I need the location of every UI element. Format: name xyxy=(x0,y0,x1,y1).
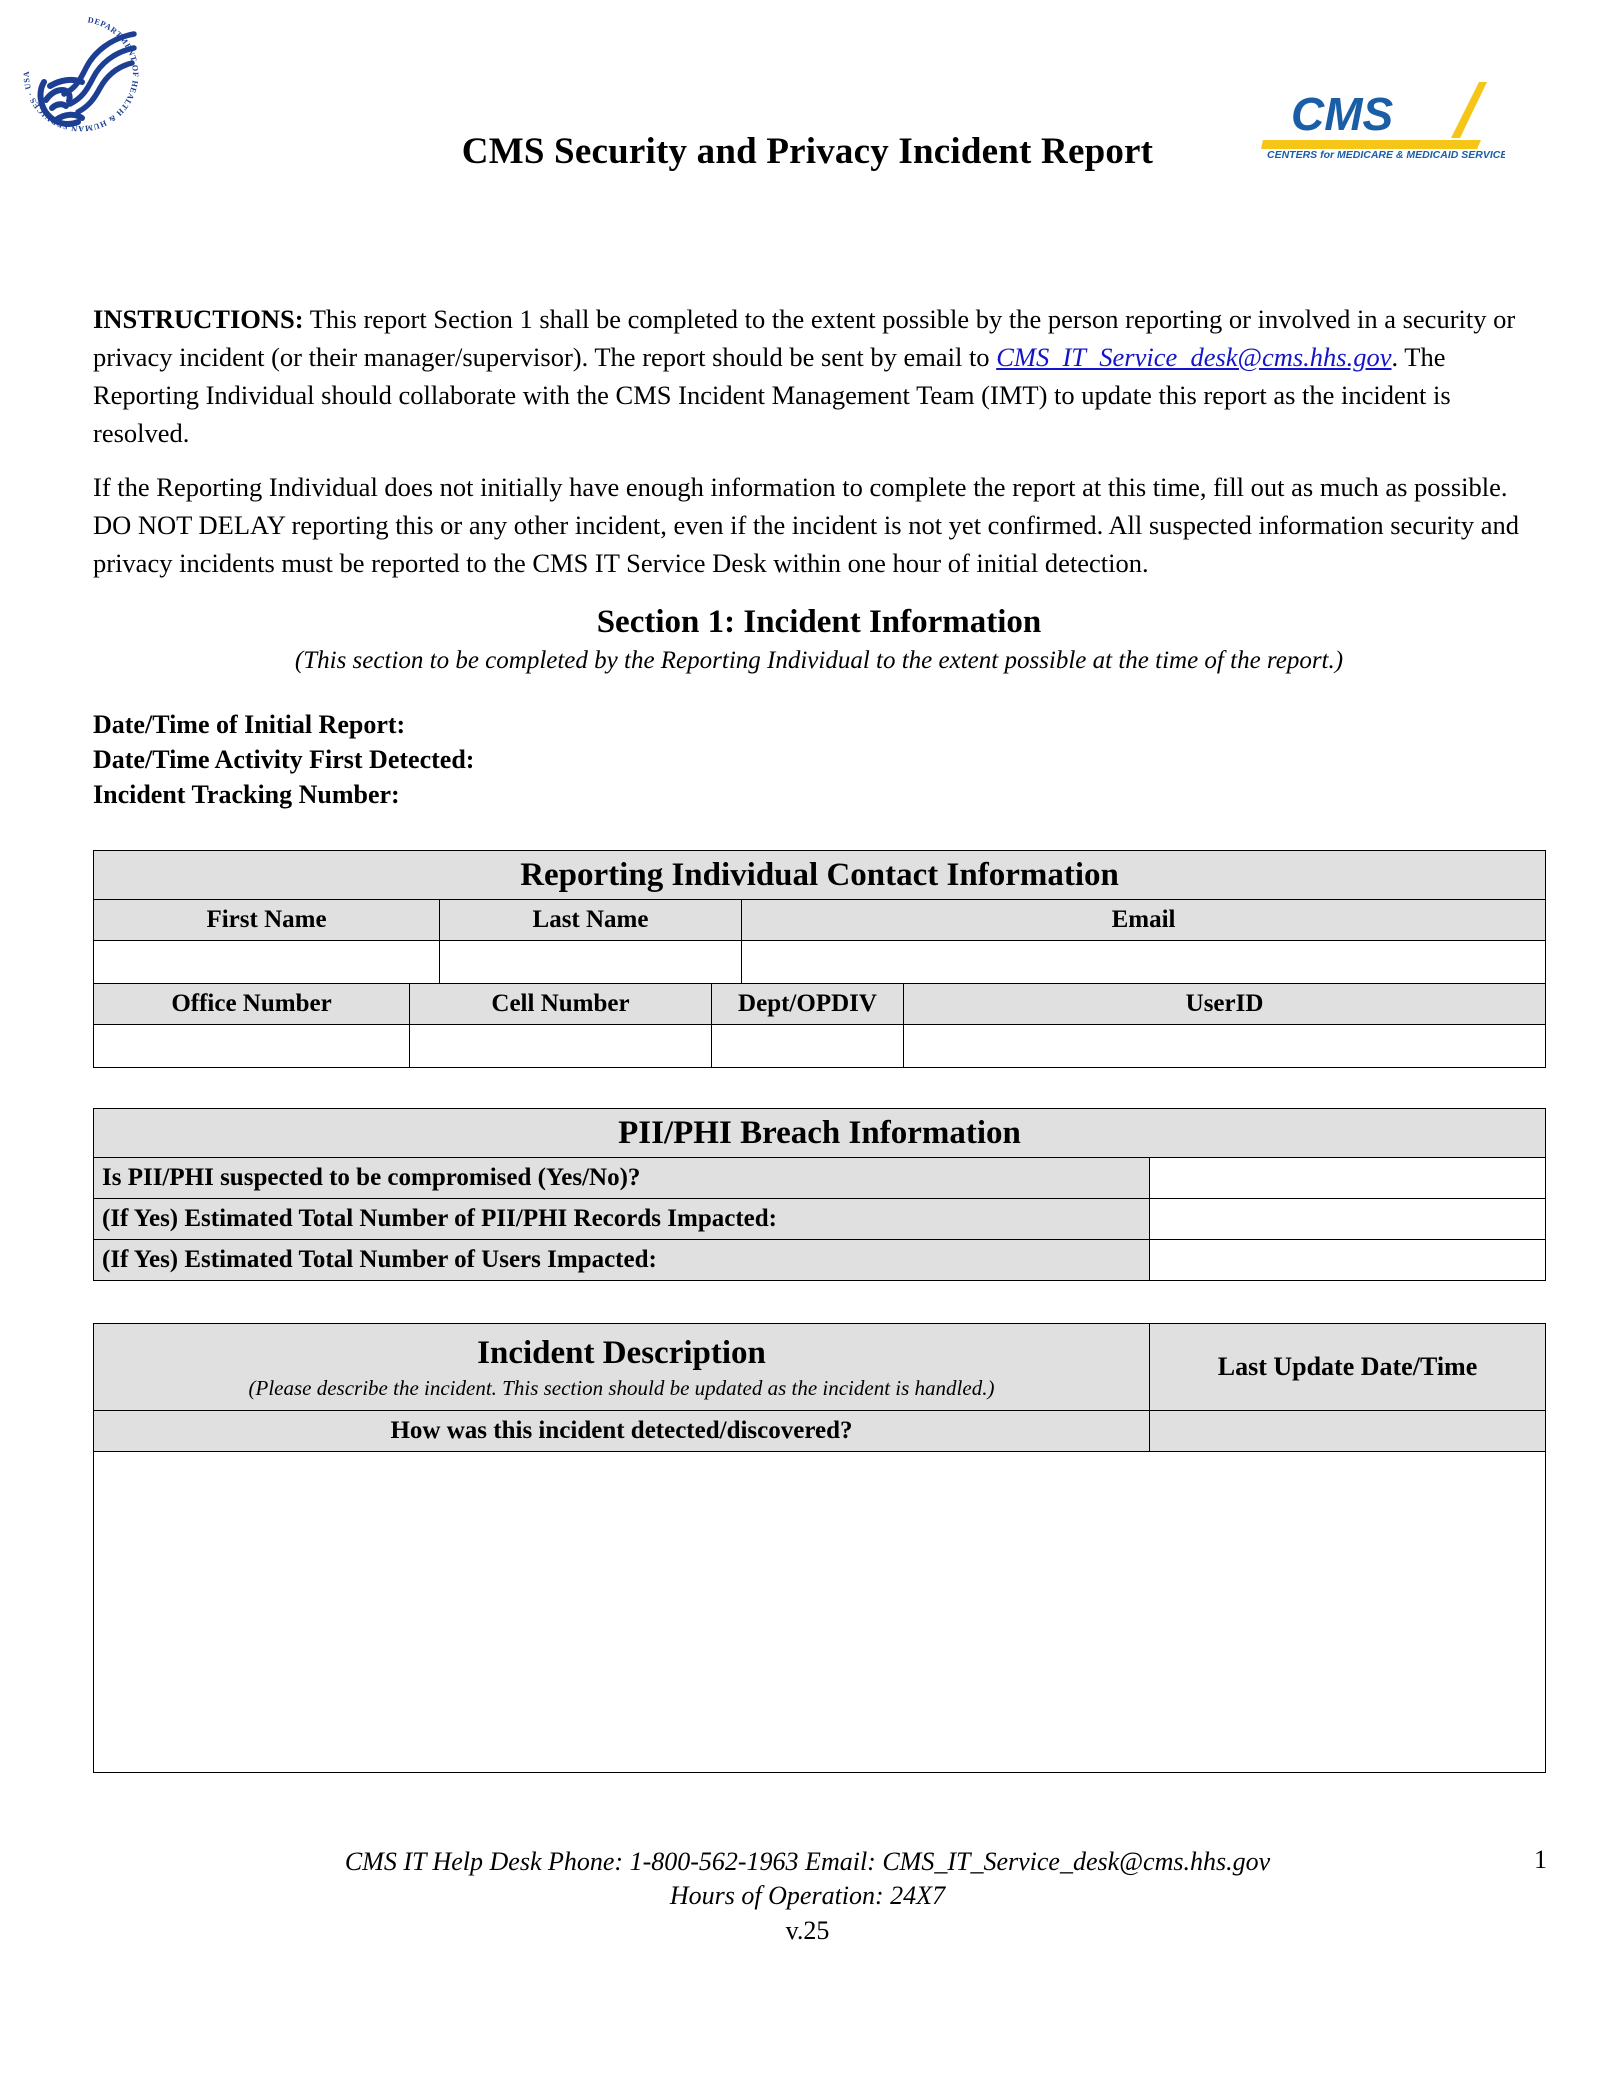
table-row xyxy=(94,1411,1546,1452)
section-1-subtitle: (This section to be completed by the Reporting Individual to the extent possible at the time of the report.) xyxy=(294,647,1344,674)
hhs-seal-icon xyxy=(16,8,146,140)
document-header xyxy=(0,0,1615,200)
instructions-paragraph-1 xyxy=(93,300,1545,452)
column-header-office-number: Office Number xyxy=(94,984,410,1025)
column-header-last-name: Last Name xyxy=(440,900,742,941)
instructions-label: INSTRUCTIONS: xyxy=(93,304,304,334)
input-pii-suspected[interactable] xyxy=(1150,1158,1546,1199)
table-row xyxy=(94,1240,1546,1281)
input-dept-opdiv[interactable] xyxy=(712,1025,904,1068)
input-users-impacted[interactable] xyxy=(1150,1240,1546,1281)
incident-description-note: (Please describe the incident. This section should be updated as the incident is handled.) xyxy=(248,1376,995,1400)
table-row xyxy=(94,1452,1546,1773)
column-header-dept-opdiv: Dept/OPDIV xyxy=(712,984,904,1025)
section-1-title: Section 1: Incident Information xyxy=(596,604,1042,640)
contact-information-table xyxy=(93,850,1546,1068)
input-userid[interactable] xyxy=(904,1025,1546,1068)
svg-text:DEPARTMENT OF HEALTH & HUMAN S: DEPARTMENT OF HEALTH & HUMAN SERVICES · USA xyxy=(21,15,140,134)
service-desk-email-link[interactable]: CMS_IT_Service_desk@cms.hhs.gov xyxy=(996,342,1392,372)
table-row xyxy=(94,851,1546,900)
document-footer xyxy=(0,1845,1615,1949)
incident-description-table xyxy=(93,1323,1546,1773)
input-last-update-value[interactable] xyxy=(1150,1411,1546,1452)
breach-table-banner: PII/PHI Breach Information xyxy=(94,1109,1546,1158)
contact-table-banner: Reporting Individual Contact Information xyxy=(94,851,1546,900)
incident-description-banner xyxy=(94,1324,1150,1411)
table-row xyxy=(94,941,1546,984)
input-cell-number[interactable] xyxy=(410,1025,712,1068)
column-header-email: Email xyxy=(742,900,1546,941)
breach-information-table-wrapper xyxy=(93,1108,1545,1281)
breach-information-table xyxy=(93,1108,1546,1281)
date-time-initial-report-label: Date/Time of Initial Report: xyxy=(93,710,406,739)
column-header-first-name: First Name xyxy=(94,900,440,941)
footer-version: v.25 xyxy=(785,1916,830,1945)
table-row xyxy=(94,984,1546,1025)
column-header-cell-number: Cell Number xyxy=(410,984,712,1025)
page-number: 1 xyxy=(1534,1845,1547,1874)
cms-logo-subtext: CENTERS for MEDICARE & MEDICAID SERVICES xyxy=(1267,149,1505,160)
table-row xyxy=(94,900,1546,941)
instructions-text-after-link: . The Reporting Individual should collaborate with the CMS Incident Management Team (IMT) to update this report as the incident is resolved. xyxy=(93,342,1451,448)
instructions-text-before-link: This report Section 1 shall be completed to the extent possible by the person reporting or involved in a security or privacy incident (or their manager/supervisor). The report should be sent by email to xyxy=(93,304,1516,372)
table-row xyxy=(94,1324,1546,1411)
table-row xyxy=(94,1025,1546,1068)
table-row xyxy=(94,1109,1546,1158)
date-time-first-detected-label: Date/Time Activity First Detected: xyxy=(93,745,475,774)
input-records-impacted[interactable] xyxy=(1150,1199,1546,1240)
cms-logo-wordmark: CMS xyxy=(1291,88,1394,140)
input-email[interactable] xyxy=(742,941,1546,984)
input-first-name[interactable] xyxy=(94,941,440,984)
column-header-last-update: Last Update Date/Time xyxy=(1150,1324,1546,1411)
document-body xyxy=(93,300,1545,1773)
table-row xyxy=(94,1158,1546,1199)
footer-hours-line: Hours of Operation: 24X7 xyxy=(669,1881,946,1910)
incident-tracking-number-label: Incident Tracking Number: xyxy=(93,780,400,809)
label-pii-suspected: Is PII/PHI suspected to be compromised (Yes/No)? xyxy=(94,1158,1150,1199)
column-header-userid: UserID xyxy=(904,984,1546,1025)
instructions-paragraph-2: If the Reporting Individual does not initially have enough information to complete the report at this time, fill out as much as possible. DO NOT DELAY reporting this or any other incident, even if the incident is not yet confirmed. All suspected information security and privacy incidents must be reported to the CMS IT Service Desk within one hour of initial detection. xyxy=(93,472,1520,578)
page-title: CMS Security and Privacy Incident Report xyxy=(461,131,1154,172)
label-users-impacted: (If Yes) Estimated Total Number of Users Impacted: xyxy=(94,1240,1150,1281)
table-row xyxy=(94,1199,1546,1240)
incident-description-title: Incident Description xyxy=(477,1335,766,1371)
input-incident-description[interactable] xyxy=(94,1452,1546,1773)
incident-description-table-wrapper xyxy=(93,1323,1545,1773)
date-lines-group xyxy=(93,707,1545,812)
label-records-impacted: (If Yes) Estimated Total Number of PII/PHI Records Impacted: xyxy=(94,1199,1150,1240)
contact-information-table-wrapper xyxy=(93,850,1545,1068)
footer-helpdesk-line: CMS IT Help Desk Phone: 1-800-562-1963 Email: CMS_IT_Service_desk@cms.hhs.gov xyxy=(344,1847,1271,1876)
input-office-number[interactable] xyxy=(94,1025,410,1068)
label-how-detected: How was this incident detected/discovered? xyxy=(94,1411,1150,1452)
input-last-name[interactable] xyxy=(440,941,742,984)
